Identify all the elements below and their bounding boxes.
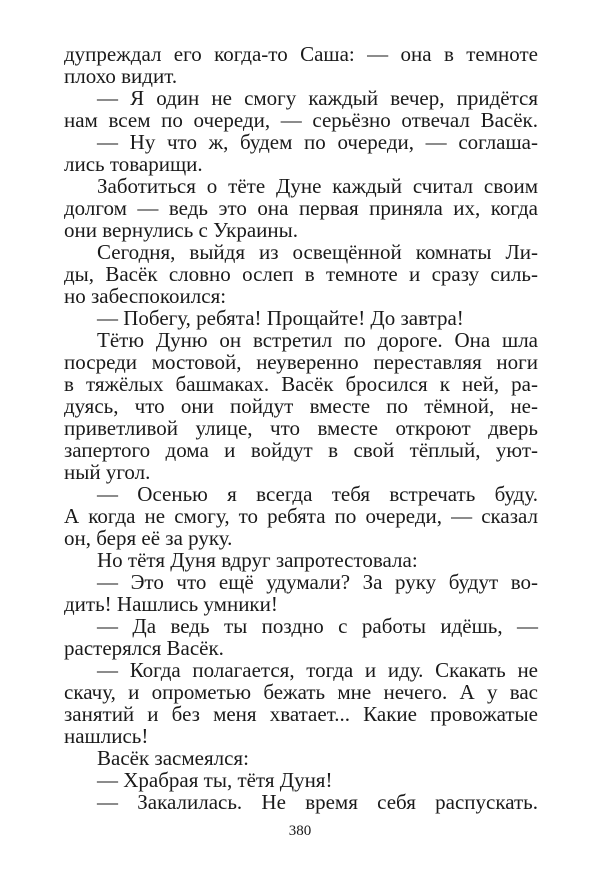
text-line: растерялся Васёк. [64,636,224,660]
text-line: дить! Нашлись умники! [64,592,278,616]
text-line: Но тётя Дуня вдруг запротестовала: [97,548,418,572]
text-line: Сегодня, выйдя из освещённой комнаты Ли- [97,240,538,264]
text-line: скачу, и опрометью бежать мне нечего. А у вас [64,680,538,704]
page-number: 380 [288,823,312,839]
text-line: ды, Васёк словно ослеп в темноте и сразу силь- [64,262,538,286]
text-line: Васёк засмеялся: [97,746,249,770]
text-line: — Храбрая ты, тётя Дуня! [97,768,333,792]
text-line: Заботиться о тёте Дуне каждый считал своим [97,174,538,198]
text-line: — Ну что ж, будем по очереди, — соглаша- [97,130,538,154]
text-line: — Когда полагается, тогда и иду. Скакать не [97,658,538,682]
text-line: — Я один не смогу каждый вечер, придётся [97,86,538,110]
text-line: плохо видит. [64,64,178,88]
text-line: — Закалилась. Не время себя распускать. [97,790,538,814]
text-line: дупреждал его когда-то Саша: — она в темноте [64,42,538,66]
page-body-text [64,43,538,813]
text-line: ный угол. [64,460,151,484]
text-line: но забеспокоился: [64,284,227,308]
text-line: дуясь, что они пойдут вместе по тёмной, не- [64,394,538,418]
text-line: лись товарищи. [64,152,203,176]
text-line: нашлись! [64,724,149,748]
text-line: они вернулись с Украины. [64,218,298,242]
text-line: долгом — ведь это она первая приняла их, когда [64,196,538,220]
text-line: Тётю Дуню он встретил по дороге. Она шла [97,328,538,352]
text-line: приветливой улице, что вместе откроют дверь [64,416,538,440]
text-line: нам всем по очереди, — серьёзно отвечал Васёк. [64,108,538,132]
text-line: — Это что ещё удумали? За руку будут во- [97,570,538,594]
text-line: А когда не смогу, то ребята по очереди, — сказал [64,504,538,528]
text-line: занятий и без меня хватает... Какие провожатые [64,702,538,726]
text-line: — Побегу, ребята! Прощайте! До завтра! [97,306,464,330]
text-line: в тяжёлых башмаках. Васёк бросился к ней, ра- [64,372,538,396]
text-line: — Осенью я всегда тебя встречать буду. [97,482,538,506]
text-line: посреди мостовой, неуверенно переставляя ноги [64,350,538,374]
text-line: — Да ведь ты поздно с работы идёшь, — [97,614,538,638]
text-line: запертого дома и войдут в свой тёплый, уют- [64,438,538,462]
text-line: он, беря её за руку. [64,526,233,550]
